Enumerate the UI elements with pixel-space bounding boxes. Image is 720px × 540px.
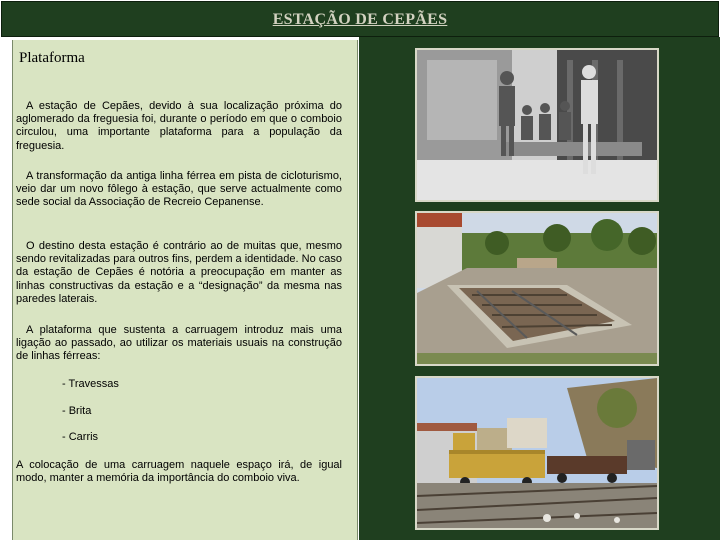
paragraph-4: A plataforma que sustenta a carruagem introduz mais uma ligação ao passado, ao utilizar os materiais usuais na construção de linhas férreas:	[16, 324, 342, 363]
page-title: ESTAÇÃO DE CEPÃES	[272, 11, 448, 28]
wagons-photo	[415, 376, 659, 530]
closing-paragraph: A colocação de uma carruagem naquele espaço irá, de igual modo, manter a memória da importância do comboio viva.	[16, 459, 342, 485]
platform-photo	[415, 211, 659, 366]
material-item-travessas: - Travessas	[62, 378, 119, 390]
paragraph-2: A transformação da antiga linha férrea em pista de cicloturismo, veio dar um novo fôlego à estação, que serve actualmente como sede social da Associação de Recreio Cepanense.	[16, 170, 342, 209]
historic-station-photo	[415, 48, 659, 202]
section-title: Plataforma	[19, 50, 85, 66]
title-bar	[1, 1, 719, 37]
material-item-brita: - Brita	[62, 405, 92, 417]
paragraph-1: A estação de Cepães, devido à sua localização próxima do aglomerado da freguesia foi, durante o período em que o comboio circulou, uma importante plataforma para a população da freguesia.	[16, 100, 342, 152]
paragraph-3: O destino desta estação é contrário ao de muitas que, mesmo sendo revitalizadas para outros fins, perdem a identidade. No caso da estação de Cepães é notória a preocupação em manter as linhas constructivas da estação e a “designação” da mesma nas paredes laterais.	[16, 240, 342, 305]
material-item-carris: - Carris	[62, 431, 99, 443]
